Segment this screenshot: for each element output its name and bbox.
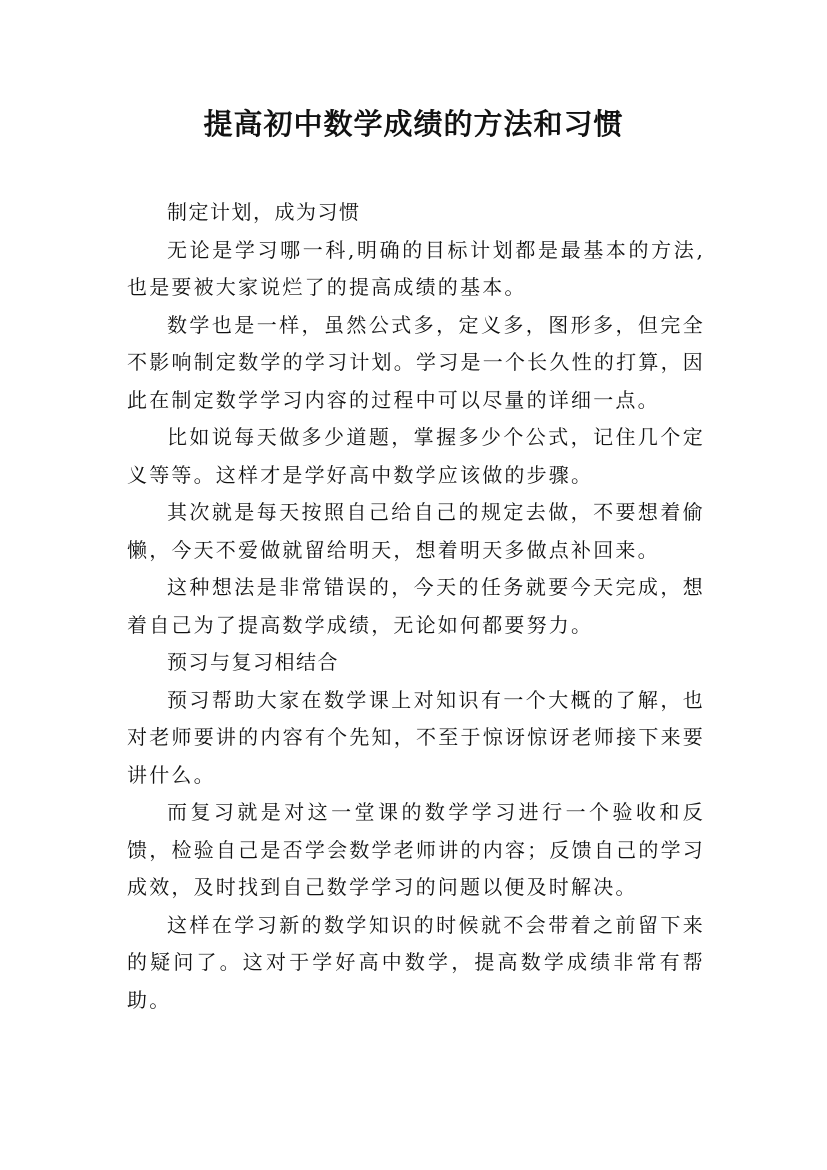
paragraph-review: 而复习就是对这一堂课的数学学习进行一个验收和反馈，检验自己是否学会数学老师讲的内容；反馈自己的学习成效，及时找到自己数学学习的问题以便及时解决。	[127, 800, 705, 899]
document-body	[127, 194, 705, 1019]
section-heading-plan: 制定计划，成为习惯	[167, 200, 361, 224]
paragraph-daily-tasks: 比如说每天做多少道题，掌握多少个公式，记住几个定义等等。这样才是学好高中数学应该做的步骤。	[127, 425, 705, 487]
section-heading-preview-review: 预习与复习相结合	[167, 650, 339, 674]
paragraph-follow-rules: 其次就是每天按照自己给自己的规定去做，不要想着偷懒，今天不爱做就留给明天，想着明天多做点补回来。	[127, 500, 705, 562]
paragraph-conclusion: 这样在学习新的数学知识的时候就不会带着之前留下来的疑问了。这对于学好高中数学，提高数学成绩非常有帮助。	[127, 912, 705, 1012]
document-title: 提高初中数学成绩的方法和习惯	[203, 107, 624, 141]
paragraph-math-plan: 数学也是一样，虽然公式多，定义多，图形多，但完全不影响制定数学的学习计划。学习是一个长久性的打算，因此在制定数学学习内容的过程中可以尽量的详细一点。	[127, 312, 705, 412]
paragraph-goal-plan: 无论是学习哪一科,明确的目标计划都是最基本的方法,也是要被大家说烂了的提高成绩的基本。	[127, 237, 705, 299]
paragraph-preview: 预习帮助大家在数学课上对知识有一个大概的了解，也对老师要讲的内容有个先知，不至于惊讶惊讶老师接下来要讲什么。	[127, 687, 705, 787]
paragraph-no-procrastination: 这种想法是非常错误的，今天的任务就要今天完成，想着自己为了提高数学成绩，无论如何都要努力。	[127, 575, 705, 637]
